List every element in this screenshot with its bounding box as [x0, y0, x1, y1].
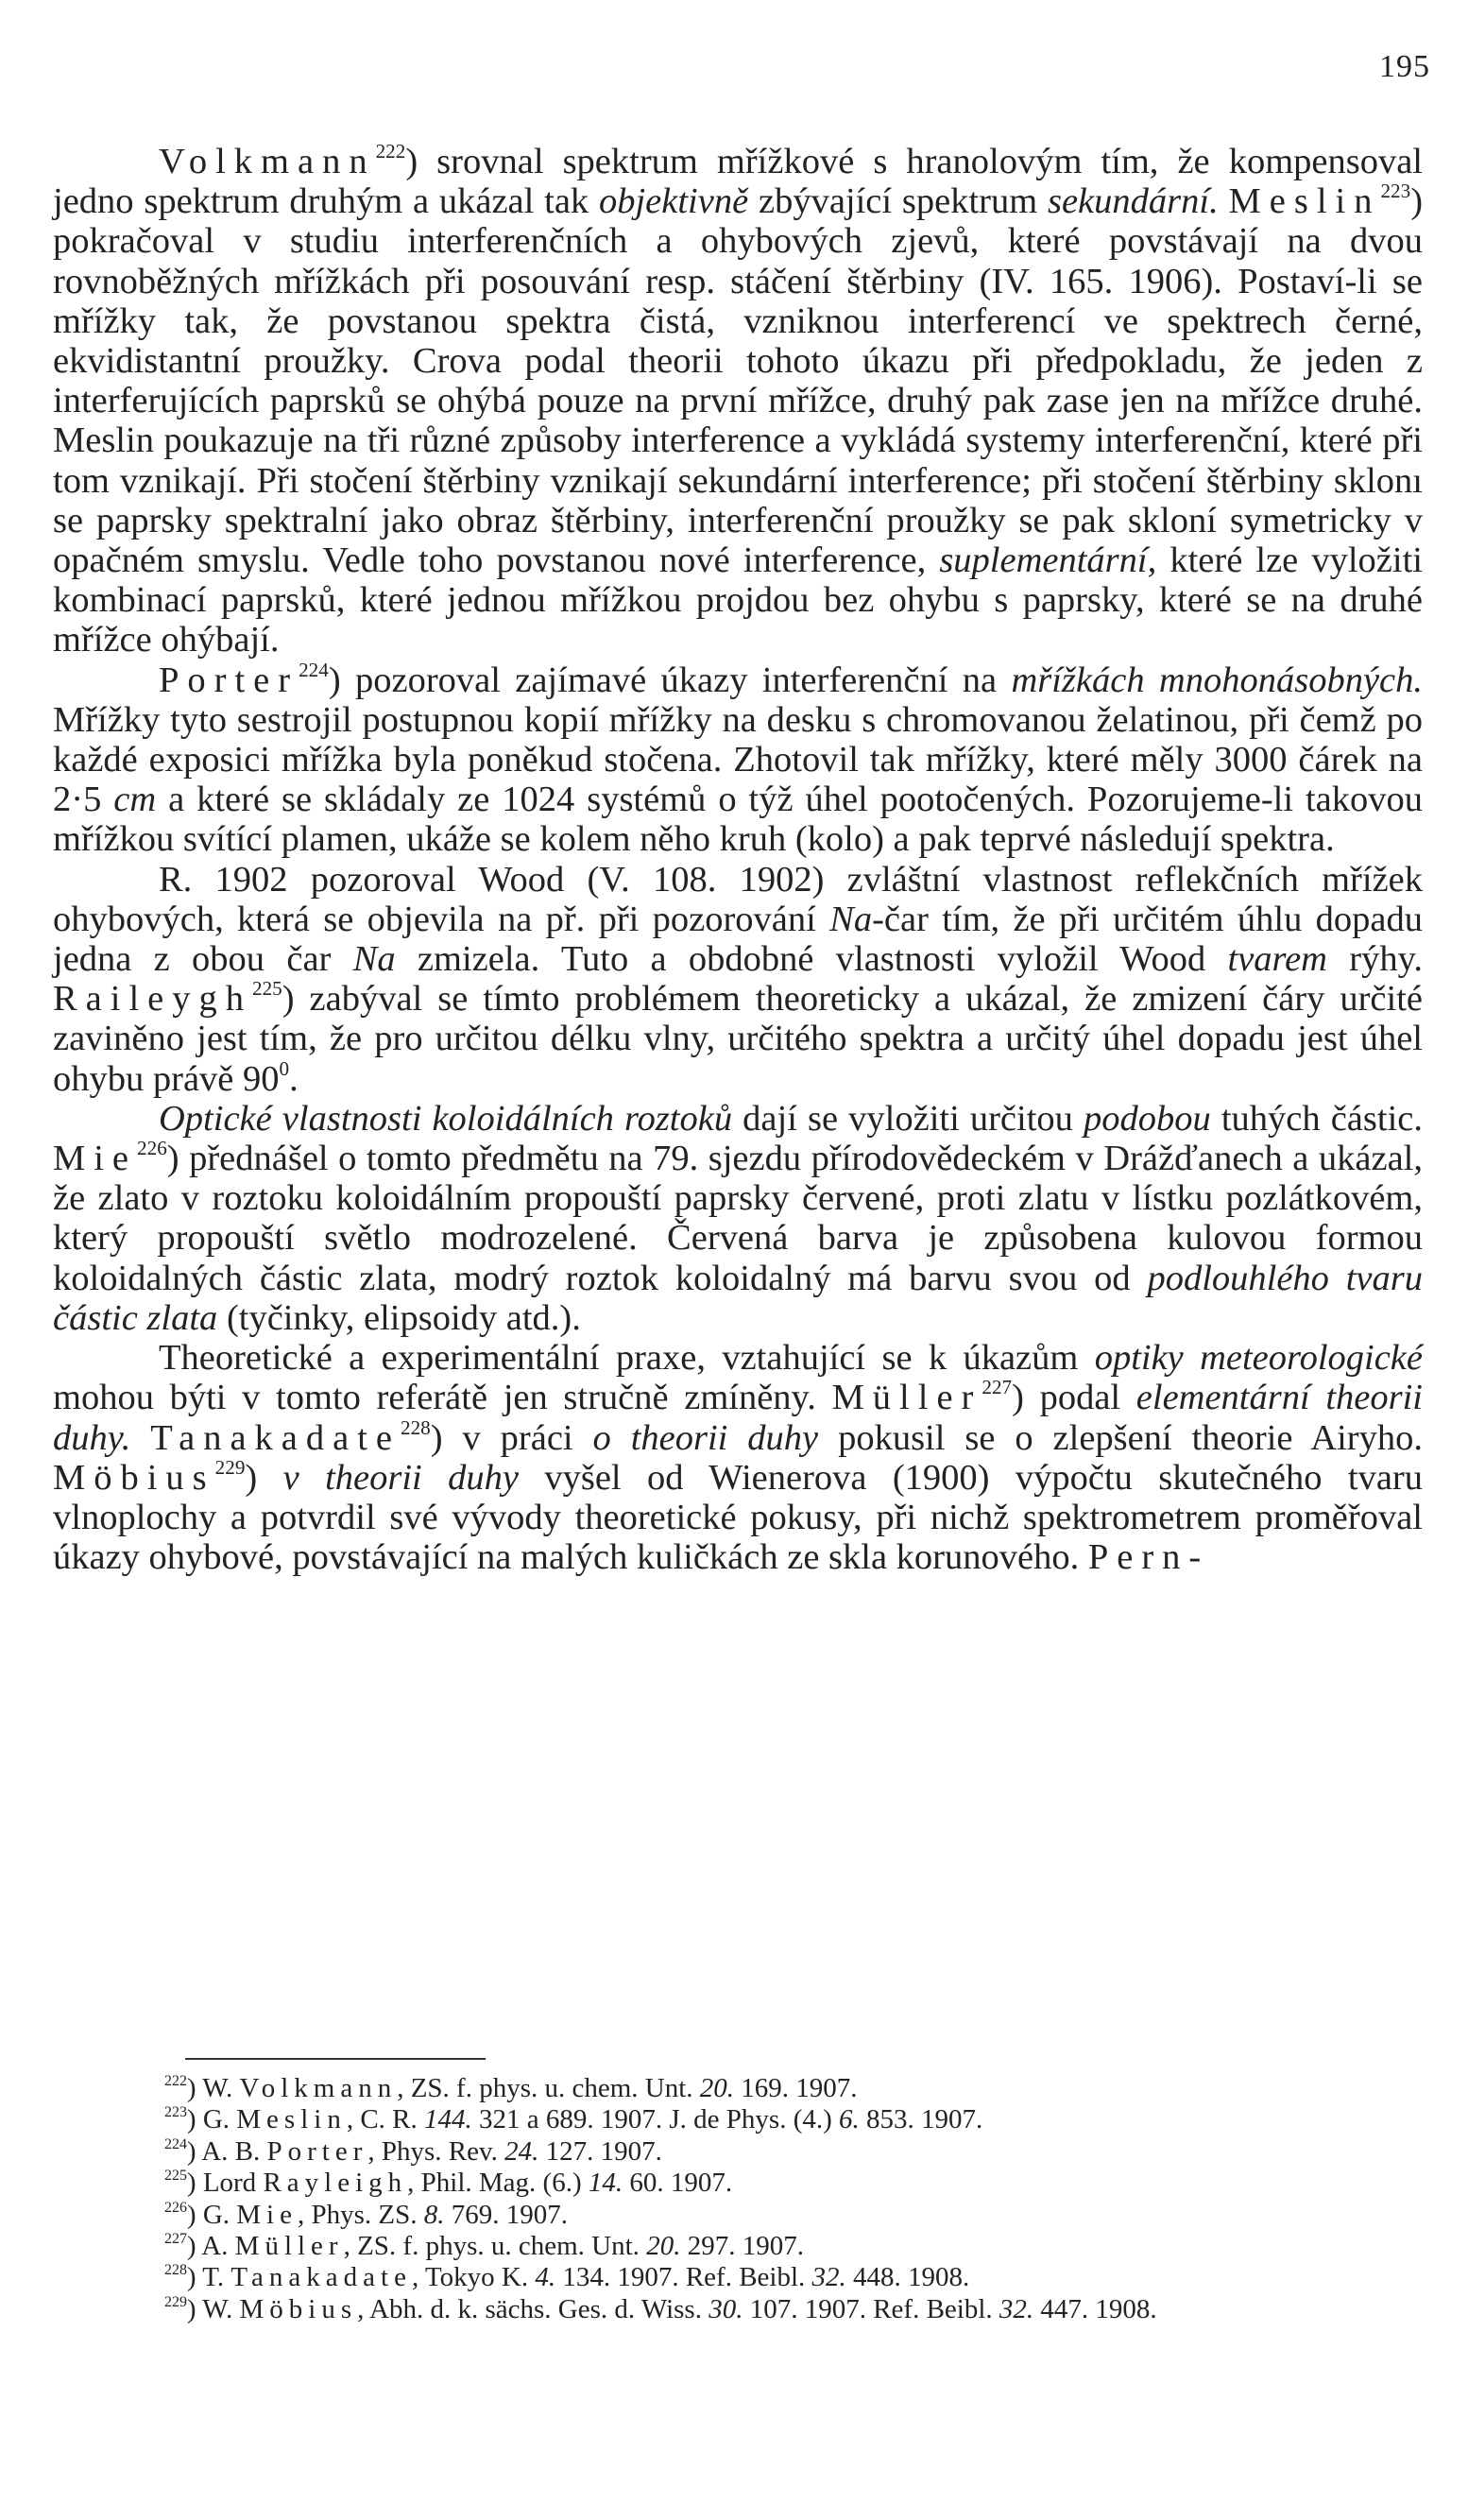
text-run: ) přednášel o tomto předmětu na 79. sjezdu přírodovědeckém v Drážďanech a ukázal, že zlato v roztoku koloidálním propouští paprsky červené, proti zlatu v lístku pozlátkovém, který propouští světlo modrozelené. Červená barva je způsobena kulovou formou koloidalných částic zlata, modrý roztok koloidalný má barvu svou od [53, 1139, 1423, 1298]
footnote [53, 2294, 1423, 2325]
author-name: Mie [53, 1139, 138, 1179]
text-run: mohou býti v tomto referátě jen stručně zmíněny. [53, 1378, 832, 1418]
text-run: ) T. [186, 2262, 231, 2293]
footnote-marker: 223 [164, 2104, 187, 2121]
text-run: ) pokračoval v studiu interferenčních a ohybových zjevů, které povstávají na dvou rovnoběžných mřížkách při posouvání resp. stáčení štěrbiny (IV. 165. 1906). Postaví-li se mřížky tak, že povstanou spektra čistá, vzniknou interferencí ve spektrech černé, ekvidistantní proužky. Crova podal theorii tohoto úkazu při předpokladu, že jeden z interferujících paprsků se ohýbá pouze na první mřížce, druhý pak zase jen na mřížce druhé. Meslin poukazuje na tři různé způsoby interference a vykládá systemy interferenční, které při tom vznikají. Při stočení štěrbiny vznikají sekundární interference; při stočení štěrbiny sklonı se paprsky spektralní jako obraz štěrbiny, interferenční proužky se pak skloní symetricky v opačném smyslu. Vedle toho povstanou nové interference, [53, 181, 1424, 581]
emphasis: optiky meteorologické [1094, 1338, 1423, 1379]
text-run: tuhých částic. [1210, 1098, 1423, 1139]
text-run: ) srovnal spektrum mřížkové s hranolovým tím, že kompensoval jedno spektrum druhým a ukázal tak [53, 142, 1423, 222]
author-name: Porter [266, 2135, 368, 2167]
text-run: , C. R. [346, 2104, 425, 2135]
paragraph [53, 142, 1423, 660]
author-name: Meslin [1228, 181, 1381, 222]
footnote [53, 2136, 1423, 2168]
emphasis: suplementární, [939, 540, 1157, 581]
author-name: Tanakadate [230, 2262, 412, 2293]
text-run: , Phys. ZS. [297, 2199, 424, 2230]
emphasis: 32. [811, 2262, 846, 2293]
author-name: Pern- [1087, 1537, 1210, 1578]
paragraph [53, 1338, 1423, 1577]
text-run: ) Lord [186, 2168, 264, 2199]
text-run: Theoretické a experimentální praxe, vztahující se k úkazům [159, 1338, 1095, 1379]
text-run: ) [245, 1457, 283, 1498]
author-name: Rayleigh [263, 2168, 408, 2199]
text-run: , Phys. Rev. [367, 2135, 505, 2167]
text-run: , Abh. d. k. sächs. Ges. d. Wiss. [357, 2293, 709, 2324]
emphasis: 20. [646, 2231, 681, 2262]
author-name: Mie [236, 2199, 298, 2230]
emphasis: podlouhlého tvaru částic zlata [53, 1258, 1424, 1338]
text-run: ) W. [186, 2073, 240, 2103]
emphasis: Na [352, 939, 396, 980]
footnote [53, 2200, 1423, 2231]
author-name: Volkmann [159, 142, 376, 181]
text-run: ) pozoroval zajímavé úkazy interferenční na [328, 660, 1012, 700]
emphasis: cm [113, 780, 157, 820]
author-name: Möbius [53, 1457, 215, 1498]
text-run: vyšel od Wienerova (1900) výpočtu skutečného tvaru vlnoplochy a potvrdil své vývody theoretické pokusy, při nichž spektrometrem proměřoval úkazy ohybové, povstávající na malých kuličkách ze skla korunového. [53, 1457, 1423, 1578]
emphasis: tvarem [1227, 939, 1327, 980]
text-run: ) W. [186, 2293, 240, 2324]
author-name: Tanakadate [150, 1417, 401, 1458]
author-name: Müller [831, 1378, 982, 1418]
text-run [1219, 181, 1229, 221]
emphasis: elementární theorii duhy. [53, 1378, 1423, 1458]
emphasis: podobou [1084, 1098, 1211, 1139]
author-name: Möbius [239, 2293, 358, 2324]
text-run: ) G. [186, 2104, 237, 2135]
text-run: 169. 1907. [734, 2073, 858, 2103]
footnote-ref: 228 [401, 1415, 431, 1439]
text-run: Mřížky tyto sestrojil postupnou kopií mřížky na desku s chromovanou želatinou, při čemž po každé exposici mřížka byla poněkud stočena. Zhotovil tak mřížky, které měly 3000 čárek na 2·5 [53, 699, 1423, 820]
footnote-ref: 224 [299, 658, 329, 681]
text-run: 134. 1907. Ref. Beibl. [555, 2262, 812, 2293]
text-run: , ZS. f. phys. u. chem. Unt. [397, 2073, 700, 2103]
emphasis: Na [829, 899, 873, 939]
emphasis: 144. [424, 2104, 472, 2135]
emphasis: Optické vlastnosti koloidálních roztoků [159, 1098, 733, 1139]
emphasis: 30. [708, 2293, 743, 2324]
footnote-ref: 226 [137, 1137, 167, 1160]
footnote-divider [185, 2058, 486, 2060]
text-run: ) v práci [430, 1417, 593, 1458]
text-run: 853. 1907. [859, 2104, 983, 2135]
text-run: a které se skládaly ze 1024 systémů o týž úhel pootočených. Pozorujeme-li takovou mřížkou svítící plamen, ukáže se kolem něho kruh (kolo) a pak teprvé následují spektra. [53, 780, 1423, 860]
emphasis: 24. [504, 2135, 539, 2167]
emphasis: 14. [588, 2168, 623, 2199]
text-run: , ZS. f. phys. u. chem. Unt. [343, 2231, 647, 2262]
footnote-ref: 225 [252, 977, 282, 1001]
text-run: pokusil se o zlepšení theorie Airyho. [818, 1417, 1424, 1458]
emphasis: 6. [839, 2104, 860, 2135]
text-run: , Tokyo K. [411, 2262, 536, 2293]
author-name: Müller [234, 2231, 344, 2262]
author-name: Meslin [236, 2104, 347, 2135]
text-run: 321 a 689. 1907. J. de Phys. (4.) [471, 2104, 840, 2135]
text-run: 60. 1907. [623, 2168, 733, 2199]
footnote-ref: 229 [214, 1455, 246, 1479]
footnote-marker: 228 [164, 2262, 187, 2279]
paragraph [53, 1099, 1423, 1338]
footnote-ref: 222 [375, 140, 406, 163]
emphasis: mřížkách mnohonásobných. [1011, 660, 1423, 700]
footnote-marker: 224 [164, 2135, 187, 2152]
emphasis: sekundární. [1047, 181, 1219, 222]
author-name: Volkmann [239, 2073, 398, 2103]
footnote [53, 2168, 1423, 2199]
text-run: 769. 1907. [444, 2199, 568, 2230]
emphasis: 32. [999, 2293, 1034, 2324]
footnote-ref: 0 [279, 1056, 290, 1080]
text-run: ) zabýval se tímto problémem theoreticky a ukázal, že zmizení čáry určité zaviněno jest tím, že pro určitou délku vlny, určitého spektra a určitý úhel dopadu jest úhel ohybu právě 90 [53, 979, 1423, 1099]
paragraph [53, 660, 1423, 860]
footnote-marker: 226 [164, 2199, 187, 2216]
body-text [53, 142, 1423, 1577]
text-run: 448. 1908. [845, 2262, 970, 2293]
footnote [53, 2231, 1423, 2262]
emphasis: v theorii duhy [282, 1457, 519, 1498]
text-run: (tyčinky, elipsoidy atd.). [217, 1297, 581, 1338]
text-run: -čar tím, že při určitém úhlu dopadu jedna z obou čar [53, 899, 1423, 980]
footnote-marker: 229 [164, 2293, 187, 2310]
footnote-marker: 227 [164, 2231, 187, 2248]
text-run: R. 1902 pozoroval Wood (V. 108. 1902) zvláštní vlastnost reflekčních mřížek ohybových, která se objevila na př. při pozorování [53, 859, 1423, 939]
author-name: Porter [159, 660, 299, 700]
text-run: 447. 1908. [1033, 2293, 1157, 2324]
text-run: 107. 1907. Ref. Beibl. [743, 2293, 999, 2324]
text-run: , Phil. Mag. (6.) [407, 2168, 589, 2199]
footnotes [53, 2073, 1423, 2325]
text-run: dají se vyložiti určitou [732, 1098, 1084, 1139]
text-run: 297. 1907. [680, 2231, 804, 2262]
text-run [130, 1418, 150, 1458]
text-run: rýhy. [1326, 939, 1423, 980]
text-run: které lze vyložiti kombinací paprsků, které jednou mřížkou projdou bez ohybu s paprsky, které se na druhé mřížce ohýbají. [53, 540, 1423, 660]
text-run: 127. 1907. [538, 2135, 662, 2167]
text-run: . [289, 1058, 299, 1099]
text-run: ) podal [1012, 1378, 1136, 1418]
footnote-marker: 222 [164, 2073, 187, 2090]
text-run: ) A. [186, 2231, 235, 2262]
footnote [53, 2104, 1423, 2135]
emphasis: 20. [699, 2073, 735, 2103]
page-number: 195 [1379, 49, 1430, 84]
footnote-marker: 225 [164, 2168, 187, 2185]
emphasis: objektivně [598, 181, 749, 222]
text-run: ) G. [186, 2199, 237, 2230]
emphasis: 4. [535, 2262, 556, 2293]
footnote [53, 2073, 1423, 2104]
text-run: zmizela. Tuto a obdobné vlastnosti vyložil Wood [395, 939, 1228, 980]
emphasis: 8. [423, 2199, 445, 2230]
text-run: zbývající spektrum [748, 181, 1048, 222]
text-run: ) A. B. [186, 2135, 267, 2167]
footnote [53, 2262, 1423, 2293]
author-name: Raileygh [53, 979, 252, 1020]
paragraph [53, 860, 1423, 1099]
footnote-ref: 223 [1380, 180, 1411, 203]
footnote-ref: 227 [982, 1376, 1013, 1399]
emphasis: o theorii duhy [592, 1417, 819, 1458]
